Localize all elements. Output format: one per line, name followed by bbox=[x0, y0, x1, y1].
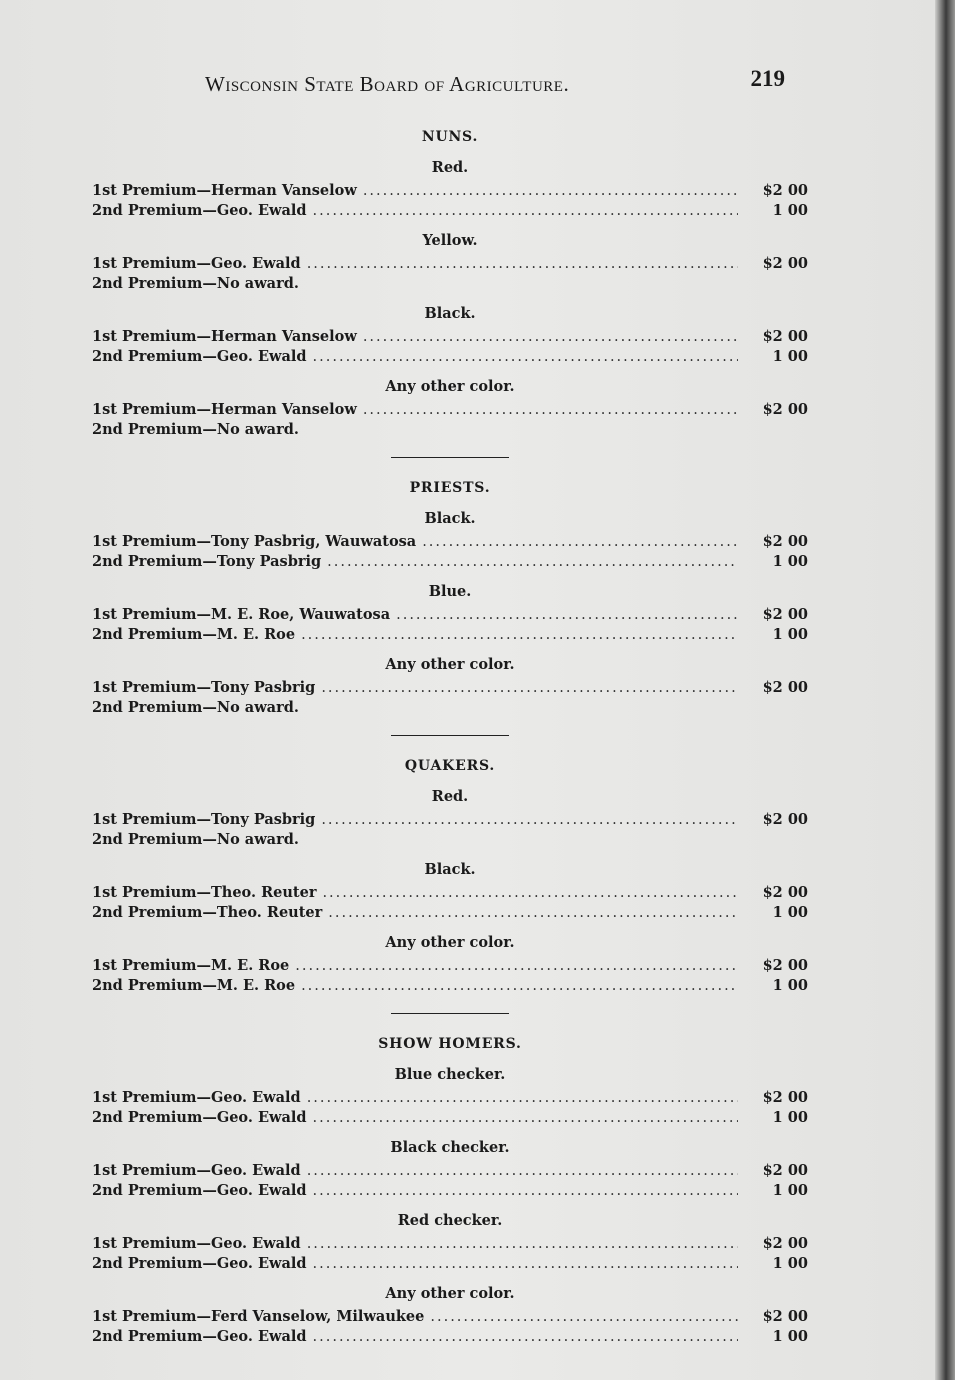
color-class-group bbox=[92, 656, 808, 719]
color-class-heading: Red checker. bbox=[397, 1212, 503, 1229]
color-class-heading: Any other color. bbox=[385, 378, 515, 395]
premium-entry bbox=[92, 699, 808, 719]
premium-entry bbox=[92, 348, 808, 368]
premium-entry bbox=[92, 957, 808, 977]
premium-winner: 2nd Premium—Theo. Reuter bbox=[92, 904, 323, 921]
premium-amount: $2 00 bbox=[762, 328, 808, 345]
premium-winner: 2nd Premium—M. E. Roe bbox=[92, 977, 296, 994]
premium-amount: $2 00 bbox=[762, 884, 808, 901]
premium-amount: $2 00 bbox=[762, 1162, 808, 1179]
premium-entry bbox=[92, 421, 808, 441]
running-header bbox=[205, 66, 785, 96]
dot-leader bbox=[313, 349, 738, 365]
premium-entry bbox=[92, 275, 808, 295]
page-edge-shadow bbox=[935, 0, 955, 1380]
premium-entry bbox=[92, 328, 808, 348]
premium-winner: 2nd Premium—No award. bbox=[92, 421, 299, 438]
dot-leader bbox=[313, 203, 738, 219]
premium-entry bbox=[92, 884, 808, 904]
color-class-heading: Blue. bbox=[428, 583, 472, 600]
premium-entry bbox=[92, 1162, 808, 1182]
color-class-group bbox=[92, 1212, 808, 1275]
premium-amount: 1 00 bbox=[772, 1109, 808, 1126]
section-divider bbox=[391, 457, 509, 458]
dot-leader bbox=[307, 1236, 738, 1252]
premium-amount: 1 00 bbox=[772, 977, 808, 994]
premium-winner: 1st Premium—Herman Vanselow bbox=[92, 182, 357, 199]
premium-winner: 1st Premium—Geo. Ewald bbox=[92, 255, 301, 272]
premium-winner: 2nd Premium—Geo. Ewald bbox=[92, 1328, 307, 1345]
dot-leader bbox=[307, 1090, 738, 1106]
section-divider bbox=[391, 735, 509, 736]
premium-entry bbox=[92, 182, 808, 202]
premium-amount: $2 00 bbox=[762, 401, 808, 418]
premium-entry bbox=[92, 1235, 808, 1255]
premium-winner: 2nd Premium—M. E. Roe bbox=[92, 626, 296, 643]
color-class-group bbox=[92, 1285, 808, 1348]
color-class-heading: Black. bbox=[424, 305, 476, 322]
premium-amount: 1 00 bbox=[772, 1255, 808, 1272]
premium-amount: $2 00 bbox=[762, 811, 808, 828]
dot-leader bbox=[307, 1163, 738, 1179]
section-title: QUAKERS. bbox=[404, 758, 496, 774]
color-class-heading: Black. bbox=[424, 510, 476, 527]
premium-entry bbox=[92, 1255, 808, 1275]
dot-leader bbox=[322, 885, 738, 901]
color-class-heading: Black checker. bbox=[390, 1139, 510, 1156]
premium-amount: $2 00 bbox=[762, 679, 808, 696]
section bbox=[92, 758, 808, 997]
premium-entry bbox=[92, 202, 808, 222]
premium-winner: 1st Premium—M. E. Roe, Wauwatosa bbox=[92, 606, 391, 623]
section-divider bbox=[391, 1013, 509, 1014]
premium-amount: 1 00 bbox=[772, 1328, 808, 1345]
color-class-group bbox=[92, 861, 808, 924]
section bbox=[92, 1036, 808, 1348]
color-class-group bbox=[92, 583, 808, 646]
dot-leader bbox=[363, 183, 738, 199]
color-class-heading: Yellow. bbox=[422, 232, 478, 249]
premium-entry bbox=[92, 904, 808, 924]
page-number: 219 bbox=[750, 66, 785, 91]
premium-amount: $2 00 bbox=[762, 1235, 808, 1252]
premium-winner: 1st Premium—Herman Vanselow bbox=[92, 328, 357, 345]
premium-amount: $2 00 bbox=[762, 1308, 808, 1325]
color-class-heading: Any other color. bbox=[385, 1285, 515, 1302]
premium-amount: 1 00 bbox=[772, 626, 808, 643]
premium-winner: 2nd Premium—No award. bbox=[92, 831, 299, 848]
premium-winner: 1st Premium—M. E. Roe bbox=[92, 957, 290, 974]
premium-winner: 2nd Premium—Tony Pasbrig bbox=[92, 553, 322, 570]
premium-amount: $2 00 bbox=[762, 255, 808, 272]
premium-entry bbox=[92, 811, 808, 831]
premium-winner: 1st Premium—Tony Pasbrig bbox=[92, 679, 316, 696]
premium-entry bbox=[92, 1109, 808, 1129]
premium-entry bbox=[92, 553, 808, 573]
premium-entry bbox=[92, 1089, 808, 1109]
color-class-group bbox=[92, 934, 808, 997]
color-class-group bbox=[92, 305, 808, 368]
premium-entry bbox=[92, 1328, 808, 1348]
premium-winner: 2nd Premium—Geo. Ewald bbox=[92, 1109, 307, 1126]
dot-leader bbox=[313, 1183, 738, 1199]
dot-leader bbox=[295, 958, 738, 974]
premium-winner: 2nd Premium—Geo. Ewald bbox=[92, 202, 307, 219]
color-class-group bbox=[92, 378, 808, 441]
premium-entry bbox=[92, 1182, 808, 1202]
section-title: NUNS. bbox=[421, 129, 479, 145]
dot-leader bbox=[363, 402, 738, 418]
dot-leader bbox=[321, 680, 738, 696]
dot-leader bbox=[301, 978, 738, 994]
dot-leader bbox=[422, 534, 738, 550]
color-class-group bbox=[92, 159, 808, 222]
premium-amount: $2 00 bbox=[762, 1089, 808, 1106]
dot-leader bbox=[313, 1256, 738, 1272]
color-class-heading: Black. bbox=[424, 861, 476, 878]
premium-winner: 2nd Premium—No award. bbox=[92, 699, 299, 716]
section bbox=[92, 129, 808, 441]
color-class-heading: Red. bbox=[431, 788, 469, 805]
premium-amount: $2 00 bbox=[762, 533, 808, 550]
premium-amount: $2 00 bbox=[762, 957, 808, 974]
color-class-heading: Any other color. bbox=[385, 656, 515, 673]
dot-leader bbox=[313, 1110, 738, 1126]
premium-winner: 1st Premium—Ferd Vanselow, Milwaukee bbox=[92, 1308, 425, 1325]
premium-winner: 2nd Premium—Geo. Ewald bbox=[92, 1255, 307, 1272]
premium-entry bbox=[92, 533, 808, 553]
dot-leader bbox=[307, 256, 738, 272]
premium-entry bbox=[92, 977, 808, 997]
section-title: SHOW HOMERS. bbox=[378, 1036, 522, 1052]
premium-winner: 1st Premium—Geo. Ewald bbox=[92, 1089, 301, 1106]
premium-list bbox=[92, 125, 808, 1358]
dot-leader bbox=[327, 554, 738, 570]
color-class-heading: Red. bbox=[431, 159, 469, 176]
dot-leader bbox=[321, 812, 738, 828]
premium-entry bbox=[92, 831, 808, 851]
dot-leader bbox=[301, 627, 738, 643]
premium-entry bbox=[92, 606, 808, 626]
premium-winner: 1st Premium—Geo. Ewald bbox=[92, 1162, 301, 1179]
premium-winner: 1st Premium—Geo. Ewald bbox=[92, 1235, 301, 1252]
color-class-heading: Any other color. bbox=[385, 934, 515, 951]
premium-amount: $2 00 bbox=[762, 182, 808, 199]
color-class-group bbox=[92, 510, 808, 573]
section bbox=[92, 480, 808, 719]
color-class-group bbox=[92, 1066, 808, 1129]
premium-amount: 1 00 bbox=[772, 348, 808, 365]
premium-amount: 1 00 bbox=[772, 202, 808, 219]
premium-entry bbox=[92, 626, 808, 646]
premium-amount: $2 00 bbox=[762, 606, 808, 623]
premium-amount: 1 00 bbox=[772, 904, 808, 921]
dot-leader bbox=[363, 329, 738, 345]
premium-entry bbox=[92, 679, 808, 699]
dot-leader bbox=[430, 1309, 738, 1325]
premium-entry bbox=[92, 1308, 808, 1328]
premium-winner: 2nd Premium—Geo. Ewald bbox=[92, 348, 307, 365]
color-class-group bbox=[92, 232, 808, 295]
premium-winner: 1st Premium—Tony Pasbrig bbox=[92, 811, 316, 828]
dot-leader bbox=[328, 905, 738, 921]
dot-leader bbox=[313, 1329, 738, 1345]
dot-leader bbox=[396, 607, 738, 623]
premium-entry bbox=[92, 255, 808, 275]
premium-entry bbox=[92, 401, 808, 421]
section-title: PRIESTS. bbox=[409, 480, 491, 496]
premium-winner: 1st Premium—Tony Pasbrig, Wauwatosa bbox=[92, 533, 417, 550]
premium-amount: 1 00 bbox=[772, 553, 808, 570]
color-class-group bbox=[92, 1139, 808, 1202]
color-class-group bbox=[92, 788, 808, 851]
premium-winner: 1st Premium—Theo. Reuter bbox=[92, 884, 317, 901]
premium-winner: 2nd Premium—Geo. Ewald bbox=[92, 1182, 307, 1199]
premium-winner: 2nd Premium—No award. bbox=[92, 275, 299, 292]
premium-winner: 1st Premium—Herman Vanselow bbox=[92, 401, 357, 418]
premium-amount: 1 00 bbox=[772, 1182, 808, 1199]
color-class-heading: Blue checker. bbox=[394, 1066, 506, 1083]
header-title: Wisconsin State Board of Agriculture. bbox=[205, 72, 570, 96]
